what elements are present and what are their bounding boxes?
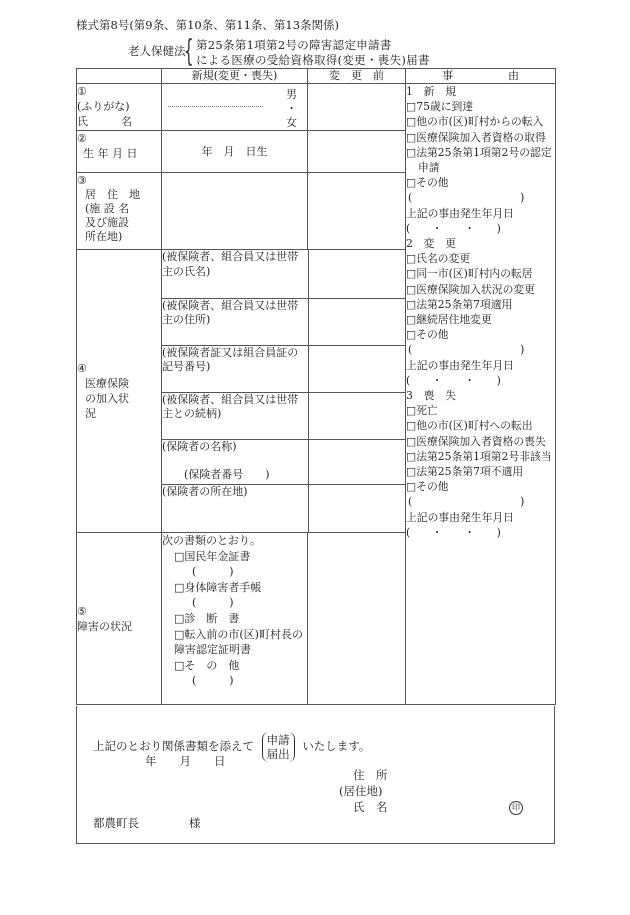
birth-before[interactable] xyxy=(308,131,406,173)
reason-change-item[interactable]: □同一市(区)町村内の転居 xyxy=(406,267,533,281)
insurance-label: 医療保険 の加入状 況 xyxy=(85,377,129,420)
date-field[interactable]: ( ・ ・ ) xyxy=(406,373,501,387)
reason-loss-item[interactable]: □医療保険加入者資格の喪失 xyxy=(406,434,546,448)
disability-label: 障害の状況 xyxy=(77,619,132,633)
reason-loss-other-field[interactable]: ( ) xyxy=(408,495,525,509)
date-label: 上記の事由発生年月日 xyxy=(406,510,514,524)
insurer-name-before[interactable] xyxy=(308,439,406,484)
reason-loss-title: 3 喪 失 xyxy=(406,389,457,403)
female-option[interactable]: 女 xyxy=(286,116,297,129)
reason-new-title: 1 新 規 xyxy=(406,85,457,98)
brace-icon: { xyxy=(184,34,194,69)
furigana-label: (ふりがな) xyxy=(77,100,130,113)
recipient: 都農町長 xyxy=(93,816,139,830)
date-field[interactable]: ( ・ ・ ) xyxy=(406,525,501,539)
form-title-line2: による医療の受給資格取得(変更・喪失)届書 xyxy=(196,53,430,67)
reason-new-item[interactable]: □その他 xyxy=(406,176,449,190)
insured-name-before[interactable] xyxy=(308,250,406,298)
form-title-line1: 第25条第1項第2号の障害認定申請書 xyxy=(196,38,392,52)
reason-new-other-field[interactable]: ( ) xyxy=(408,191,525,205)
reason-loss-item[interactable]: □死亡 xyxy=(406,404,438,418)
name-label: 氏 名 xyxy=(77,115,132,128)
recipient-honorific: 様 xyxy=(189,816,201,830)
doc-certificate-checkbox[interactable]: □転入前の市(区)町村長の障害認定証明書 xyxy=(174,627,303,657)
doc-pension-checkbox[interactable]: □国民年金証書 xyxy=(174,549,251,563)
form-table xyxy=(76,68,556,705)
reason-loss-item[interactable]: □法第25条第1項第2号非該当 xyxy=(406,449,552,463)
insurer-number-field[interactable]: (保険者番号 ) xyxy=(184,468,270,481)
row-name-label xyxy=(77,84,162,131)
num-5: ⑤ xyxy=(77,604,87,618)
declaration-date[interactable]: 年 月 日 xyxy=(145,754,226,768)
num-3: ③ xyxy=(77,174,87,187)
doc-handbook-field[interactable]: ( ) xyxy=(192,596,234,610)
doc-other-field[interactable]: ( ) xyxy=(192,674,234,688)
option-apply[interactable]: 申請 xyxy=(266,733,290,747)
col-reason: 事 由 xyxy=(406,69,556,84)
card-number-field[interactable]: (被保険者証又は組合員証の記号番号) xyxy=(162,345,308,392)
date-label: 上記の事由発生年月日 xyxy=(406,358,514,372)
reason-new-item[interactable]: □他の市(区)町村からの転入 xyxy=(406,115,544,129)
relationship-field[interactable]: (被保険者、組合員又は世帯主との続柄) xyxy=(162,392,308,439)
furigana-line xyxy=(168,96,263,107)
reason-new-item[interactable]: □医療保険加入者資格の取得 xyxy=(406,130,546,144)
option-notify[interactable]: 届出 xyxy=(266,747,290,761)
residence-sub-label: (居住地) xyxy=(339,784,383,798)
law-name: 老人保健法 xyxy=(128,44,186,58)
male-option[interactable]: 男 xyxy=(286,88,297,101)
seal-icon: 印 xyxy=(509,801,523,815)
reason-loss-item[interactable]: □その他 xyxy=(406,480,449,494)
declaration-text-b: いたします。 xyxy=(302,739,371,753)
insurer-address-field[interactable]: (保険者の所在地) xyxy=(162,484,308,532)
submission-type-select[interactable] xyxy=(262,732,295,762)
row-disability-label xyxy=(77,533,162,705)
residence-before[interactable] xyxy=(308,173,406,250)
doc-pension-field[interactable]: ( ) xyxy=(192,565,234,579)
sex-select[interactable] xyxy=(286,88,297,130)
form-number: 様式第8号(第9条、第10条、第11条、第13条関係) xyxy=(76,18,340,32)
num-2: ② xyxy=(77,132,87,145)
name-before[interactable] xyxy=(308,84,406,131)
declaration-statement xyxy=(93,732,370,762)
birth-field[interactable]: 年 月 日生 xyxy=(162,131,308,173)
applicant-name-label: 氏 名 xyxy=(353,800,388,814)
date-field[interactable]: ( ・ ・ ) xyxy=(406,221,501,235)
reason-new-item[interactable]: □75歳に到達 xyxy=(406,100,474,114)
name-field[interactable] xyxy=(162,84,308,131)
doc-diagnosis-checkbox[interactable]: □診 断 書 xyxy=(174,611,240,625)
reason-change-other-field[interactable]: ( ) xyxy=(408,343,525,357)
reason-new-item[interactable]: □法第25条第1項第2号の認定申請 xyxy=(406,145,552,175)
card-number-before[interactable] xyxy=(308,345,406,392)
relationship-before[interactable] xyxy=(308,392,406,439)
insurance-block xyxy=(162,250,406,533)
insured-address-field[interactable]: (被保険者、組合員又は世帯主の住所) xyxy=(162,298,308,345)
header-blank xyxy=(77,69,162,84)
row-residence-label xyxy=(77,173,162,250)
reason-change-item[interactable]: □法第25条第7項適用 xyxy=(406,297,513,311)
doc-handbook-checkbox[interactable]: □身体障害者手帳 xyxy=(174,580,262,594)
form-title xyxy=(196,38,430,68)
residence-label: 居 住 地 (施 設 名 及び施設 所在地) xyxy=(85,188,140,243)
insured-address-before[interactable] xyxy=(308,298,406,345)
reason-change-item[interactable]: □継続居住地変更 xyxy=(406,313,492,327)
col-before: 変 更 前 xyxy=(308,69,406,84)
num-1: ① xyxy=(77,85,87,98)
num-4: ④ xyxy=(77,362,87,375)
disability-before[interactable] xyxy=(308,533,406,705)
insurance-subtable xyxy=(162,250,406,532)
reason-loss-item[interactable]: □法第25条第7項不適用 xyxy=(406,465,524,479)
reason-loss-item[interactable]: □他の市(区)町村への転出 xyxy=(406,419,533,433)
reason-change-item[interactable]: □氏名の変更 xyxy=(406,252,471,266)
reason-change-item[interactable]: □その他 xyxy=(406,328,449,342)
insured-name-field[interactable]: (被保険者、組合員又は世帯主の氏名) xyxy=(162,250,308,298)
row-birth-label xyxy=(77,131,162,173)
sex-separator: ・ xyxy=(286,102,297,115)
col-new: 新規(変更・喪失) xyxy=(162,69,308,84)
insurer-name-label: (保険者の名称) xyxy=(162,439,237,453)
disability-docs xyxy=(162,533,308,705)
reason-change-title: 2 変 更 xyxy=(406,237,457,251)
docs-intro: 次の書類のとおり。 xyxy=(162,534,261,547)
date-label: 上記の事由発生年月日 xyxy=(406,206,514,220)
address-label: 住 所 xyxy=(353,768,388,782)
residence-field[interactable] xyxy=(162,173,308,250)
insurer-address-before[interactable] xyxy=(308,484,406,532)
doc-other-checkbox[interactable]: □そ の 他 xyxy=(174,658,240,672)
row-insurance-label xyxy=(77,250,162,533)
reason-cell xyxy=(406,84,556,705)
insurer-name-field[interactable] xyxy=(162,439,308,484)
declaration-section xyxy=(76,706,555,844)
reason-change-item[interactable]: □医療保険加入状況の変更 xyxy=(406,282,535,296)
birth-label: 生 年 月 日 xyxy=(83,147,138,160)
declaration-text-a: 上記のとおり関係書類を添えて xyxy=(93,739,254,753)
